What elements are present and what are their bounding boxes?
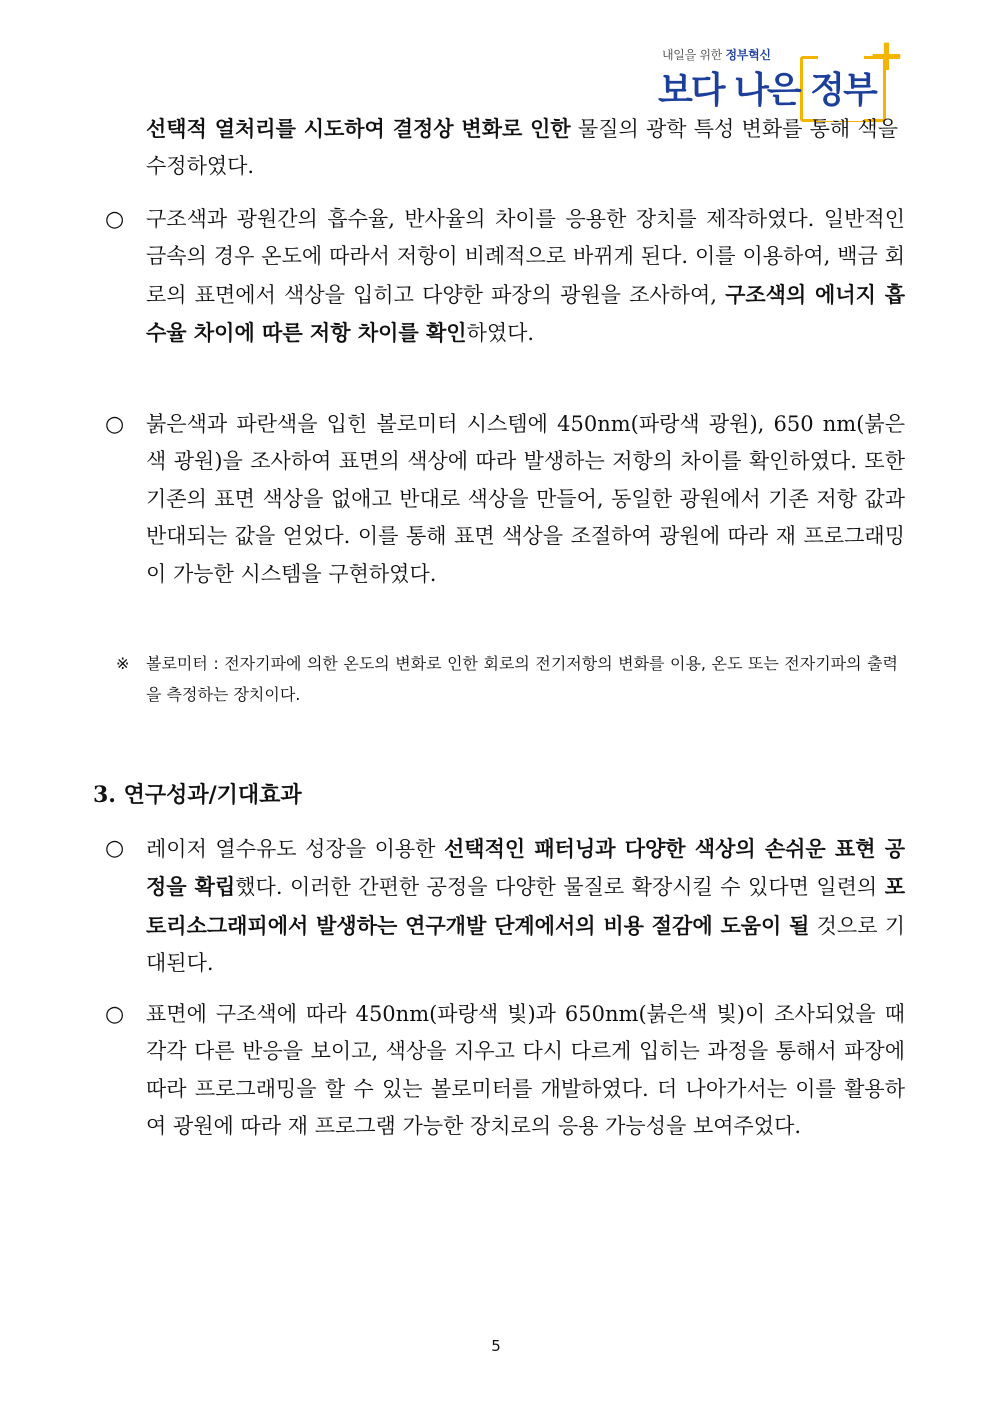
government-logo — [658, 30, 905, 120]
bullet-circle-icon: ○ — [105, 207, 125, 232]
bullet-circle-icon: ○ — [105, 1002, 125, 1027]
logo-plus-icon: + — [868, 30, 905, 81]
bullet-circle-icon: ○ — [105, 836, 125, 861]
reference-mark-icon: ※ — [116, 654, 130, 673]
logo-title: 보다 나은 정부 — [658, 70, 876, 111]
bullet-paragraph-4: ○ 표면에 구조색에 따라 450nm(파랑색 빛)과 650nm(붉은색 빛)이 조사되었을 때 각각 다른 반응을 보이고, 색상을 지우고 다시 다르게 입히는 과정을 통해서 파장에 따라 프로그래밍을 할 수 있는 볼로미터를 개발하였다. 더 나아가서는 이를 활용하여 광원에 따라 재 프로그램 가능한 장치로의 응용 가능성을 보여주었다. — [105, 996, 905, 1146]
section-heading: 3. 연구성과/기대효과 — [93, 782, 302, 808]
page-number: 5 — [491, 1337, 501, 1355]
bullet-paragraph-2: ○ 붉은색과 파란색을 입힌 볼로미터 시스템에 450nm(파랑색 광원), 650 nm(붉은색 광원)을 조사하여 표면의 색상에 따라 발생하는 저항의 차이를 확인하였다. 또한 기존의 표면 색상을 없애고 반대로 색상을 만들어, 동일한 광원에서 기존 저항 값과 반대되는 값을 얻었다. 이를 통해 표면 색상을 조절하여 광원에 따라 재 프로그래밍이 가능한 시스템을 구현하였다. — [105, 406, 905, 593]
bullet-paragraph-1: ○ 구조색과 광원간의 흡수율, 반사율의 차이를 응용한 장치를 제작하였다. 일반적인 금속의 경우 온도에 따라서 저항이 비례적으로 바뀌게 된다. 이를 이용하여, 백금 회로의 표면에서 색상을 입히고 다양한 파장의 광원을 조사하여, 구조색의 에너지 흡수율 차이에 따른 저항 차이를 확인하였다. — [105, 201, 905, 353]
bullet-circle-icon: ○ — [105, 412, 125, 437]
footnote-bolometer: ※ 볼로미터 : 전자기파에 의한 온도의 변화로 인한 회로의 전기저항의 변화를 이용, 온도 또는 전자기파의 출력을 측정하는 장치이다. — [116, 648, 898, 710]
bullet-paragraph-3: ○ 레이저 열수유도 성장을 이용한 선택적인 패터닝과 다양한 색상의 손쉬운 표현 공정을 확립했다. 이러한 간편한 공정을 다양한 물질로 확장시킬 수 있다면 일련의 포토리소그래피에서 발생하는 연구개발 단계에서의 비용 절감에 도움이 될 것으로 기대된다. — [105, 830, 905, 983]
logo-tagline: 내일을 위한 정부혁신 — [662, 48, 771, 62]
intro-paragraph: 선택적 열처리를 시도하여 결정상 변화로 인한 물질의 광학 특성 변화를 통해 색을 수정하였다. — [146, 116, 898, 179]
